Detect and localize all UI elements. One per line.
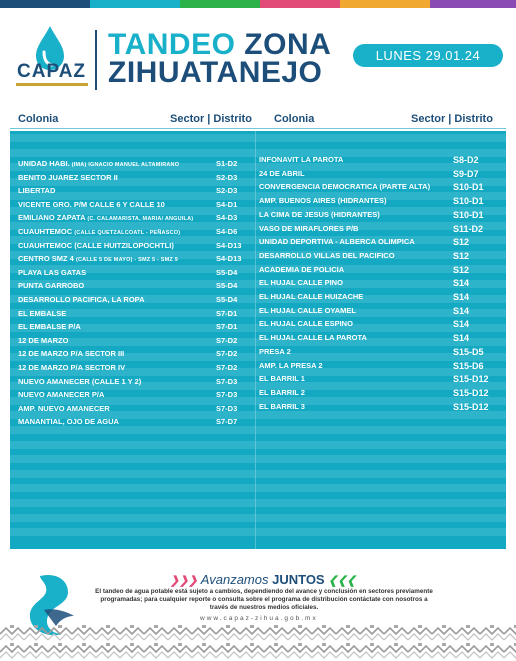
colonia-name: 24 DE ABRIL xyxy=(259,168,305,178)
table-header xyxy=(0,108,516,130)
colonia-name: LA CIMA DE JESUS (HIDRANTES) xyxy=(259,209,380,219)
list-item xyxy=(259,168,499,180)
left-sector-header: Sector | Distrito xyxy=(170,113,252,125)
sector-district-code: S7-D3 xyxy=(216,403,238,413)
list-item xyxy=(18,253,254,265)
list-item xyxy=(18,376,254,388)
colonia-name: EL HUJAL CALLE LA PAROTA xyxy=(259,333,367,343)
colonia-name: NUEVO AMANECER P/A xyxy=(18,390,105,400)
sector-district-code: S12 xyxy=(453,237,470,248)
colonia-name: ACADEMIA DE POLICIA xyxy=(259,264,345,274)
colonia-name: AMP. LA PRESA 2 xyxy=(259,360,323,370)
list-item xyxy=(259,360,499,372)
decorative-pattern xyxy=(0,625,516,661)
sector-district-code: S15-D12 xyxy=(453,387,489,398)
list-item xyxy=(18,199,254,211)
row-stripe xyxy=(10,514,506,522)
list-item xyxy=(259,277,499,289)
list-item xyxy=(259,195,499,207)
list-item xyxy=(18,348,254,360)
list-item xyxy=(18,308,254,320)
sector-district-code: S14 xyxy=(453,278,470,289)
list-item xyxy=(18,158,254,170)
list-item xyxy=(259,401,499,413)
sector-district-code: S12 xyxy=(453,264,470,275)
list-item xyxy=(259,250,499,262)
sector-district-code: S9-D7 xyxy=(453,168,479,179)
sector-district-code: S7-D3 xyxy=(216,390,238,400)
sector-district-code: S4-D13 xyxy=(216,240,242,250)
list-item xyxy=(18,389,254,401)
column-divider xyxy=(255,131,256,549)
row-stripe xyxy=(10,441,506,449)
logo-underline xyxy=(16,83,88,86)
colonia-name: AMP. NUEVO AMANECER xyxy=(18,403,110,413)
colonia-name: EMILIANO ZAPATA (C. CALAMARISTA, MARIA/ ANGUILA) xyxy=(18,213,194,223)
sector-district-code: S7-D7 xyxy=(216,417,238,427)
colonia-name: LIBERTAD xyxy=(18,186,56,196)
sector-district-code: S2-D3 xyxy=(216,186,238,196)
list-item xyxy=(259,209,499,221)
list-item xyxy=(18,267,254,279)
colonia-name: 12 DE MARZO P/A SECTOR IV xyxy=(18,363,126,372)
right-colonia-header: Colonia xyxy=(274,113,315,125)
left-colonia-header: Colonia xyxy=(18,113,59,125)
footer-notice: El tandeo de agua potable está sujeto a cambios, dependiendo del avance y conclusión en sectores previamente programadas; para cualquier reporte o consulta sobre el programa de distribución contáctate con nosotros a través de nuestros medios oficiales. xyxy=(95,588,433,611)
colonia-name: 12 DE MARZO xyxy=(18,335,69,345)
list-item xyxy=(18,416,254,428)
right-sector-header: Sector | Distrito xyxy=(411,113,493,125)
list-item xyxy=(259,387,499,399)
colonia-name: BENITO JUAREZ SECTOR II xyxy=(18,172,118,182)
list-item xyxy=(18,362,254,374)
list-item xyxy=(18,403,254,415)
date-badge: LUNES 29.01.24 xyxy=(353,44,503,67)
chevron-left-icon: ❮❮❮ xyxy=(328,575,356,587)
sector-district-code: S15-D6 xyxy=(453,360,484,371)
footer-slogan: ❯❯❯ Avanzamos JUNTOS ❮❮❮ xyxy=(170,572,356,587)
colonia-name: EL HUJAL CALLE OYAMEL xyxy=(259,305,356,315)
list-item xyxy=(18,294,254,306)
row-stripe xyxy=(10,455,506,463)
colonia-name: VASO DE MIRAFLORES P/B xyxy=(259,223,359,233)
colonia-name: MANANTIAL, OJO DE AGUA xyxy=(18,417,119,427)
colonia-name: EL BARRIL 3 xyxy=(259,401,305,411)
list-item xyxy=(259,264,499,276)
sector-district-code: S7-D3 xyxy=(216,376,238,386)
sector-district-code: S1-D2 xyxy=(216,159,238,168)
colonia-name: EL BARRIL 1 xyxy=(259,374,305,384)
list-item xyxy=(259,181,499,193)
sector-district-code: S7-D1 xyxy=(216,322,238,332)
website-link[interactable]: www.capaz-zihua.gob.mx xyxy=(200,615,318,622)
list-item xyxy=(259,154,499,166)
sector-district-code: S7-D2 xyxy=(216,349,238,359)
row-stripe xyxy=(10,470,506,478)
list-item xyxy=(259,346,499,358)
sector-district-code: S14 xyxy=(453,333,470,344)
sector-district-code: S10-D1 xyxy=(453,209,484,220)
sector-district-code: S5-D4 xyxy=(216,295,238,304)
list-item xyxy=(259,373,499,385)
header-rule xyxy=(10,128,506,129)
colonia-name: UNIDAD HABI. (IMA) IGNACIO MANUEL ALTAMIRANO xyxy=(18,159,180,168)
sector-district-code: S4-D1 xyxy=(216,199,238,209)
row-stripe xyxy=(10,134,506,142)
top-color-bar xyxy=(0,0,516,8)
list-item xyxy=(18,280,254,292)
colonia-name: EL HUJAL CALLE PINO xyxy=(259,278,343,288)
colonia-name: CUAUHTEMOC (CALLE QUETZALCOATL - PEÑASCO) xyxy=(18,227,181,236)
row-stripe xyxy=(10,499,506,507)
colonia-name: EL HUJAL CALLE HUIZACHE xyxy=(259,292,364,301)
list-item xyxy=(259,291,499,303)
list-item xyxy=(259,223,499,235)
sector-district-code: S4-D6 xyxy=(216,227,238,236)
list-item xyxy=(18,335,254,347)
row-stripe xyxy=(10,528,506,536)
colonia-name: EL BARRIL 2 xyxy=(259,387,305,397)
page-title-line2: ZIHUATANEJO xyxy=(108,56,323,89)
colonia-name: CONVERGENCIA DEMOCRATICA (PARTE ALTA) xyxy=(259,182,431,192)
header-divider xyxy=(95,30,97,90)
colonia-name: DESARROLLO PACIFICA, LA ROPA xyxy=(18,295,145,304)
sector-district-code: S2-D3 xyxy=(216,172,238,182)
colonia-name: UNIDAD DEPORTIVA - ALBERCA OLIMPICA xyxy=(259,237,415,247)
list-item xyxy=(259,332,499,344)
colonia-name: EL EMBALSE xyxy=(18,308,67,318)
list-item xyxy=(18,321,254,333)
sector-district-code: S7-D2 xyxy=(216,335,238,345)
chevron-right-icon: ❯❯❯ xyxy=(170,575,198,587)
list-item xyxy=(18,185,254,197)
brand-logo-text: CAPAZ xyxy=(17,61,87,82)
sector-district-code: S12 xyxy=(453,250,470,261)
sector-district-code: S15-D12 xyxy=(453,374,489,385)
colonia-name: EL HUJAL CALLE ESPINO xyxy=(259,319,353,329)
list-item xyxy=(259,305,499,317)
list-item xyxy=(259,236,499,248)
sector-district-code: S10-D1 xyxy=(453,182,484,193)
sector-district-code: S10-D1 xyxy=(453,196,484,207)
sector-district-code: S15-D12 xyxy=(453,401,489,412)
colonia-name: NUEVO AMANECER (CALLE 1 Y 2) xyxy=(18,376,142,386)
list-item xyxy=(18,212,254,224)
colonia-name: AMP. BUENOS AIRES (HIDRANTES) xyxy=(259,196,387,206)
page-title-line1: TANDEO ZONA xyxy=(108,28,332,61)
list-item xyxy=(18,172,254,184)
sector-district-code: S7-D1 xyxy=(216,308,238,318)
sector-district-code: S11-D2 xyxy=(453,223,484,234)
row-stripe xyxy=(10,484,506,492)
colonia-name: EL EMBALSE P/A xyxy=(18,322,81,332)
colonia-name: PRESA 2 xyxy=(259,346,291,356)
colonia-name: PUNTA GARROBO xyxy=(18,281,85,291)
colonia-name: 12 DE MARZO P/A SECTOR III xyxy=(18,349,125,359)
sector-district-code: S5-D4 xyxy=(216,267,238,277)
colonia-name: DESARROLLO VILLAS DEL PACIFICO xyxy=(259,250,395,260)
colonia-name: CENTRO SMZ 4 (CALLE 5 DE MAYO) - SMZ 5 - SMZ 9 xyxy=(18,254,178,264)
sector-district-code: S4-D3 xyxy=(216,213,238,223)
colonia-name: CUAUHTEMOC (CALLE HUITZILOPOCHTLI) xyxy=(18,240,174,250)
list-item xyxy=(18,226,254,238)
sector-district-code: S15-D5 xyxy=(453,346,484,357)
sector-district-code: S14 xyxy=(453,292,470,302)
list-item xyxy=(18,240,254,252)
list-item xyxy=(259,318,499,330)
colonia-name: VICENTE GRO. P/M CALLE 6 Y CALLE 10 xyxy=(18,199,165,209)
sector-district-code: S5-D4 xyxy=(216,281,238,291)
sector-district-code: S7-D2 xyxy=(216,363,238,372)
sector-district-code: S14 xyxy=(453,319,470,330)
sector-district-code: S4-D13 xyxy=(216,254,242,264)
colonia-name: PLAYA LAS GATAS xyxy=(18,267,87,277)
sector-district-code: S8-D2 xyxy=(453,155,479,165)
sector-district-code: S14 xyxy=(453,305,470,316)
colonia-name: INFONAVIT LA PAROTA xyxy=(259,155,344,164)
